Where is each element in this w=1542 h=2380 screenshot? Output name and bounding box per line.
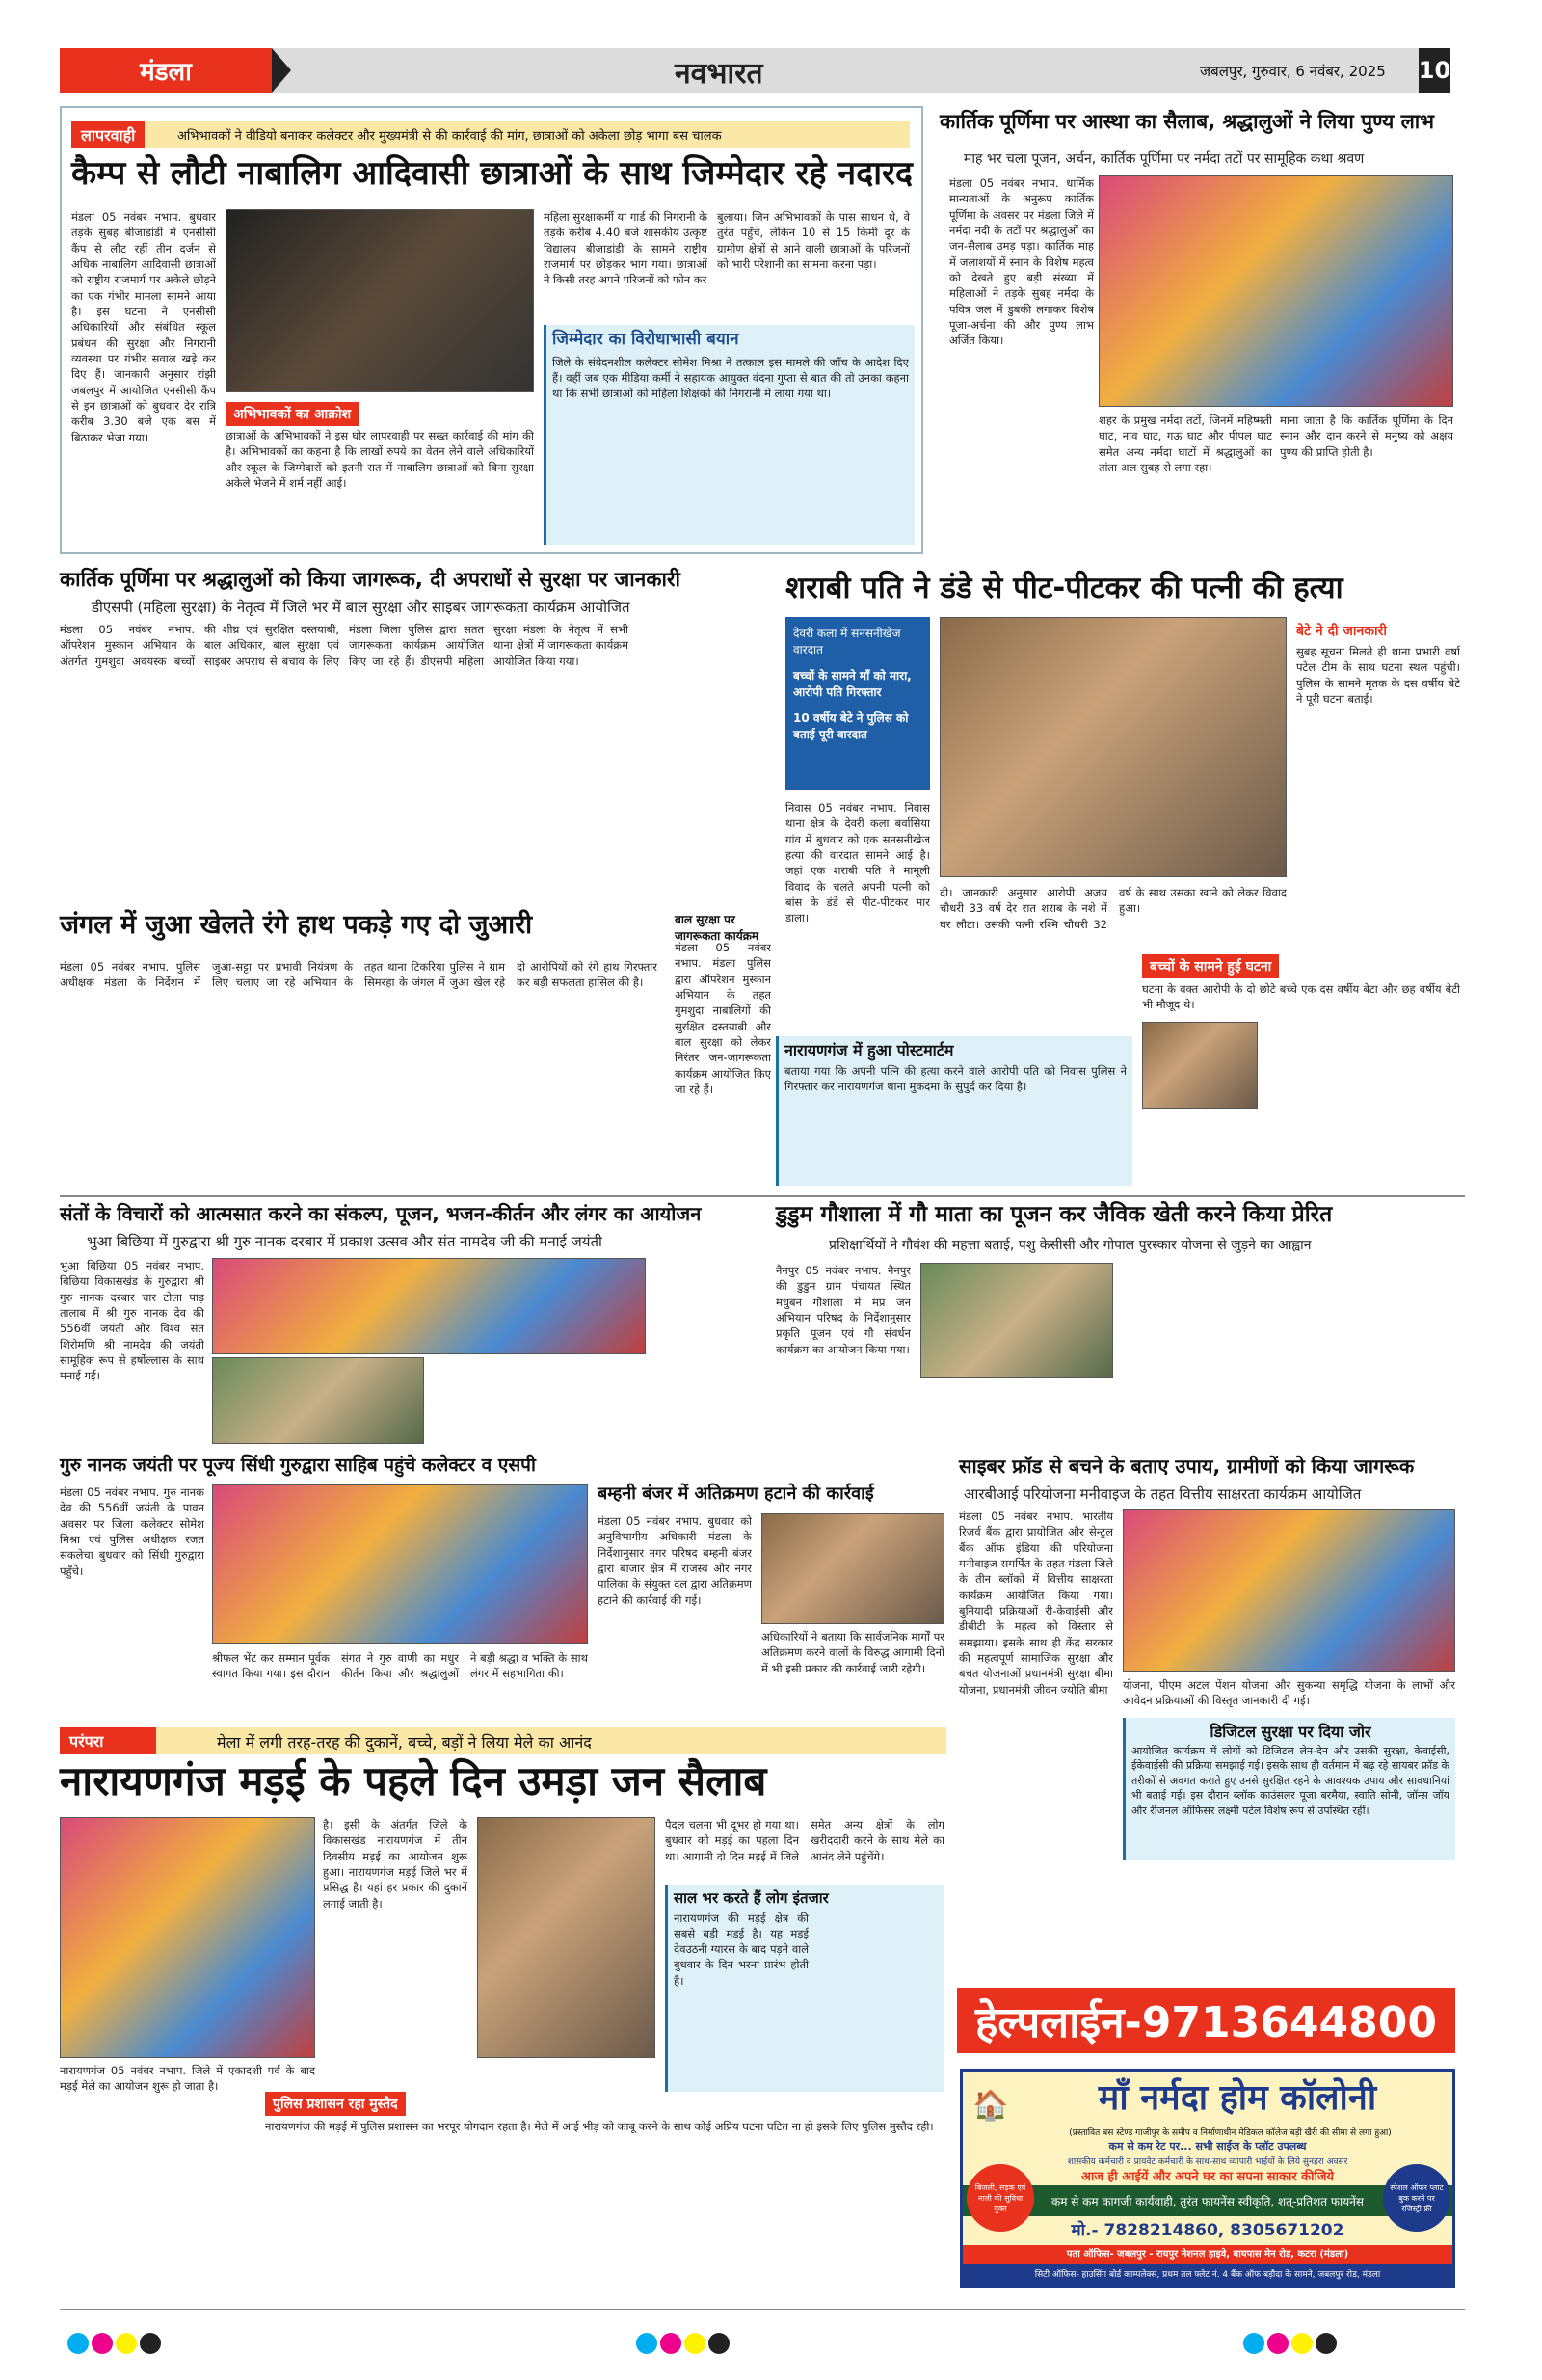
masthead: नवभारत [675,57,763,91]
registration-marks [67,2333,164,2358]
story-tag: परंपरा [60,1727,156,1754]
ad-line: (प्रस्तावित बस स्टेण्ड गाजीपुर के समीप व निर्माणाधीन मेडिकल कॉलेज बड़ी खैरी की सीमा से लगा हुआ) [1069,2128,1392,2138]
photo [212,1258,646,1354]
ad-city-office: सिटी ऑफिस- हाउसिंग बोर्ड काम्पलेक्स, प्रथम तल फ्लेट नं. 4 बैंक ऑफ बड़ौदा के सामने, जबलपुर रोड, मंडला [963,2264,1452,2286]
body-text: मंडला 05 नवंबर नभाप. गुरु नानक देव की 556वीं जयंती के पावन अवसर पर जिला कलेक्टर सोमेश मिश्रा एवं पुलिस अधीक्षक रजत सकलेचा बुधवार को सिंधी गुरुद्वारा पहुँचे। [60,1485,204,1578]
subheadline: प्रशिक्षार्थियों ने गौवंश की महत्ता बताई, पशु केसीसी और गोपाल पुरस्कार योजना से जुड़ने का आह्वान [829,1238,1312,1253]
strap-text: मेला में लगी तरह-तरह की दुकानें, बच्चे, बड़ों ने लिया मेले का आनंद [217,1733,592,1752]
photo [761,1513,944,1624]
divider [60,2309,1465,2310]
headline: कैम्प से लौटी नाबालिग आदिवासी छात्राओं के साथ जिम्मेदार रहे नदारद [71,154,913,193]
photo [477,1817,655,2058]
body-text: मंडला 05 नवंबर नभाप. बुधवार तड़के सुबह बीजाडांडी में एनसीसी कैंप से लौट रहीं तीन दर्जन से अधिक नाबालिग आदिवासी छात्राओं को राष्ट्रीय राजमार्ग पर अकेले छोड़ने का एक गंभीर मामला सामने आया है। इस घटना ने एनसीसी अधिकारियों और संबंधित स्कूल प्रबंधन की सुरक्षा और निगरानी व्यवस्था पर गंभीर सवाल खड़े कर दिए हैं। जानकारी अनुसार रांझी जबलपुर में आयोजित एनसीसी कैंप से इन छात्राओं को बुधवार देर रात्रि करीब 3.30 बजे एक बस में बिठाकर भेजा गया। [71,210,216,444]
body-text: महिला सुरक्षाकर्मी या गार्ड की निगरानी के तड़के करीब 4.40 बजे शासकीय उत्कृष्ट विद्यालय बीजाडांडी के सामने राष्ट्रीय राजमार्ग पर छोड़कर भाग गया। छात्राओं ने किसी तरह अपने परिजनों को फोन कर [544,210,707,287]
body-text: मंडला 05 नवंबर नभाप. भारतीय रिजर्व बैंक द्वारा प्रायोजित और सेन्ट्रल बैंक ऑफ इंडिया की परियोजना मनीवाइज समर्पित के तहत मंडला जिले के तीन ब्लॉकों में वित्तीय साक्षरता कार्यक्रम आयोजित किया गया। बुनियादी प्रक्रियाओं री-केवाईसी और डीबीटी के महत्व को विस्तार से समझाया। इसके साथ ही केंद्र सरकार की महत्वपूर्ण सामाजिक सुरक्षा और बचत योजनाओं प्रधानमंत्री सुरक्षा बीमा योजना, प्रधानमंत्री जीवन ज्योति बीमा [959,1510,1113,1697]
photo [226,209,534,392]
body-text: शहर के प्रमुख नर्मदा तटों, जिनमें महिष्मती घाट, नाव घाट, गऊ घाट और पीपल घाट समेत अन्य नर्मदा घाटों में श्रद्धालुओं का तांता अल सुबह से लगा रहा। [1099,414,1272,474]
body-text: माना जाता है कि कार्तिक पूर्णिमा के दिन स्नान और दान करने से मनुष्य को अक्षय पुण्य की प्राप्ति होती है। [1280,414,1453,459]
ad-phone: मो.- 7828214860, 8305671202 [1071,2221,1344,2240]
subheadline: माह भर चला पूजन, अर्चन, कार्तिक पूर्णिमा पर नर्मदा तटों पर सामूहिक कथा श्रवण [964,151,1365,167]
subheadline: भुआ बिछिया में गुरुद्वारा श्री गुरु नानक दरबार में प्रकाश उत्सव और संत नामदेव जी की मनाई जयंती [87,1233,602,1250]
box-title: नारायणगंज में हुआ पोस्टमार्टम [784,1041,954,1059]
subhead: बेटे ने दी जानकारी [1296,624,1388,639]
ad-badge: स्पेशल ऑफर प्लाट बुक करने पर रजिस्ट्री फ्री [1383,2164,1450,2232]
info-box [1123,1718,1455,1860]
body-text: सुबह सूचना मिलते ही थाना प्रभारी वर्षा पटेल टीम के साथ घटना स्थल पहुंची। पुलिस के सामने मृतक के दस वर्षीय बेटे ने पूरी घटना बताई। [1296,645,1460,706]
subhead: बच्चों के सामने हुई घटना [1142,954,1279,978]
inset-line: बच्चों के सामने माँ को मारा, आरोपी पति गिरफ्तार [793,669,912,699]
ad-line: कम से कम कागजी कार्यवाही, तुरंत फायनेंस स्वीकृति, शत्-प्रतिशत फायनेंस [963,2185,1452,2216]
strap-text: अभिभावकों ने वीडियो बनाकर कलेक्टर और मुख्यमंत्री से की कार्रवाई की मांग, छात्राओं को अकेला छोड़ भागा बस चालक [177,129,722,144]
body-text: छात्राओं के अभिभावकों ने इस घोर लापरवाही पर सख्त कार्रवाई की मांग की है। अभिभावकों का कहना है कि लाखों रुपये का वेतन लेने वाले अधिकारियों और स्कूल के जिम्मेदारों को इतनी रात में नाबालिग छात्राओं को बिना सुरक्षा अकेले भेजने में शर्म नहीं आई। [226,429,534,490]
box-title: साल भर करते हैं लोग इंतजार [674,1889,829,1907]
ad-line: शासकीय कर्मचारी व प्रायवेट कर्मचारी के साथ-साथ व्यापारी भाईयों के लिये सुनहरा अवसर [1067,2157,1348,2167]
body-text: नारायणगंज की मड़ई में पुलिस प्रशासन का भरपूर योगदान रहता है। मेले में आई भीड़ को काबू करने के साथ कोई अप्रिय घटना घटित ना हो इसके लिए पुलिस मुस्तैद रही। [265,2120,934,2133]
headline: बम्हनी बंजर में अतिक्रमण हटाने की कार्रवाई [598,1484,874,1504]
info-box [665,1885,944,2092]
photo [212,1357,424,1444]
photo [1099,175,1453,407]
subhead: अभिभावकों का आक्रोश [226,402,359,426]
box-text: जिले के संवेदनशील कलेक्टर सोमेश मिश्रा ने तत्काल इस मामले की जाँच के आदेश दिए हैं। वहीं जब एक मीडिया कर्मी ने सहायक आयुक्त वंदना गुप्ता से बात की तो उनका कहना था कि सभी छात्राओं को महिला शिक्षकों की निगरानी में लाया गया था। [552,355,909,401]
subheadline: डीएसपी (महिला सुरक्षा) के नेतृत्व में जिले भर में बाल सुरक्षा और साइबर जागरूकता कार्यक्रम आयोजित [92,599,630,616]
headline: कार्तिक पूर्णिमा पर श्रद्धालुओं को किया जागरूक, दी अपराधों से सुरक्षा पर जानकारी [60,568,680,591]
box-text: बताया गया कि अपनी पत्नि की हत्या करने वाले आरोपी पति को निवास पुलिस ने गिरफ्तार कर नारायणगंज थाना मुकदमा के सुपुर्द कर दिया है। [784,1063,1127,1093]
house-icon: 🏠 [972,2089,1009,2123]
ad-badge: बिजली, सड़क एवं नाली की सुविधा युक्त [967,2164,1034,2232]
photo [60,1817,315,2058]
photo [1123,1509,1455,1672]
ad-line: कम से कम रेट पर... सभी साईज के प्लॉट उपलब्ध [1108,2140,1307,2153]
subhead: पुलिस प्रशासन रहा मुस्तैद [265,2092,406,2116]
registration-marks [636,2333,732,2358]
body-text: मंडला 05 नवंबर नभाप. मंडला पुलिस द्वारा ऑपरेशन मुस्कान अभियान के तहत गुमशुदा नाबालिगों की सुरक्षित दस्तयाबी और बाल सुरक्षा को लेकर निरंतर जन-जागरूकता कार्यक्रम आयोजित किए जा रहे हैं। [675,941,771,1096]
registration-marks [1243,2333,1340,2358]
body-text: अधिकारियों ने बताया कि सार्वजनिक मार्गों पर अतिक्रमण करने वालों के विरुद्ध आगामी दिनों में भी इसी प्रकार की कार्रवाई जारी रहेगी। [761,1630,944,1675]
photo-caption: श्रीफल भेंट कर सम्मान पूर्वक स्वागत किया गया। इस दौरान संगत ने गुरु वाणी का मधुर कीर्तन किया और श्रद्धालुओं ने बड़ी श्रद्धा व भक्ति के साथ लंगर में सहभागिता की। [212,1651,588,1681]
section-label: मंडला [60,48,272,93]
headline: नारायणगंज मड़ई के पहले दिन उमड़ा जन सैलाब [60,1757,767,1805]
helpline-banner: हेल्पलाईन-9713644800 [957,1988,1455,2053]
body-text: भुआ बिछिया 05 नवंबर नभाप. बिछिया विकासखंड के गुरुद्वारा श्री गुरु नानक दरबार चार टोला पाड़ तालाब में श्री गुरु नानक देव की 556वीं जयंती और विश्व संत शिरोमणि श्री नामदेव की जयंती सामूहिक रूप से हर्षोल्लास के साथ मनाई गई। [60,1259,204,1383]
body-text: मंडला 05 नवंबर नभाप. पुलिस अधीक्षक मंडला के निर्देशन में जुआ-सट्टा पर प्रभावी नियंत्रण के लिए चलाए जा रहे अभियान के तहत थाना टिकरिया पुलिस ने ग्राम सिमरहा के जंगल में जुआ खेल रहे दो आरोपियों को रंगे हाथ गिरफ्तार कर बड़ी सफलता हासिल की है। [60,960,657,990]
inset-box [785,617,930,790]
ad-address: पता ऑफिस- जबलपुर - रायपुर नेशनल हाइवे, बायपास मेन रोड, कटरा (मंडला) [963,2245,1452,2264]
info-box [776,1036,1132,1186]
headline: संतों के विचारों को आत्मसात करने का संकल्प, पूजन, भजन-कीर्तन और लंगर का आयोजन [60,1202,702,1225]
box-text: आयोजित कार्यक्रम में लोगों को डिजिटल लेन-देन और उसकी सुरक्षा, केवाईसी, ईकेवाईसी की प्रक्रिया समझाई गई। इसके साथ ही वर्तमान में बढ़ रहे सायबर फ्रॉड के तरीकों से अवगत कराते हुए उनसे सुरक्षित रहने के आवश्यक उपाय और सावधानियां भी बताई गई। इस दौरान ब्लॉक काउंसलर पूजा बरमैया, स्वाति सोनी, जॉन्स जॉय और रीजनल ऑफिसर लक्ष्मी पटेल विशेष रूप से उपस्थित रहीं। [1131,1744,1449,1818]
ad-title: माँ नर्मदा होम कॉलोनी [1098,2078,1377,2118]
story-lead [60,106,923,554]
body-text: मंडला 05 नवंबर नभाप. ऑपरेशन मुस्कान अभियान के अंतर्गत गुमशुदा अवयस्क बच्चों की शीघ्र एवं सुरक्षित दस्तयाबी, बाल अधिकार, बाल सुरक्षा एवं साइबर अपराध से बचाव के लिए मंडला जिला पुलिस द्वारा सतत जागरूकता कार्यक्रम आयोजित किए जा रहे हैं। डीएसपी महिला सुरक्षा मंडला के नेतृत्व में सभी थाना क्षेत्रों में जागरूकता कार्यक्रम आयोजित किया गया। [60,623,628,668]
body-text: दी। जानकारी अनुसार आरोपी अजय चौधरी 33 वर्ष देर रात शराब के नशे में घर लौटा। उसकी पत्नी रश्मि चौधरी 32 वर्ष के साथ उसका खाने को लेकर विवाद हुआ। [940,886,1287,931]
subheadline: आरबीआई परियोजना मनीवाइज के तहत वित्तीय साक्षरता कार्यक्रम आयोजित [964,1485,1362,1503]
body-text: पैदल चलना भी दूभर हो गया था। बुधवार को मड़ई का पहला दिन था। आगामी दो दिन मड़ई में जिले समेत अन्य क्षेत्रों के लोग खरीददारी करने के साथ मेले का आनंद लेने पहुंचेंगे। [665,1818,944,1863]
page-number: 10 [1419,48,1450,93]
headline: डुडुम गौशाला में गौ माता का पूजन कर जैविक खेती करने किया प्रेरित [776,1202,1333,1227]
inset-line: देवरी कला में सनसनीखेज वारदात [793,627,901,656]
body-text: बुलाया। जिन अभिभावकों के पास साधन थे, वे तुरंत पहुँचे, लेकिन 10 से 15 किमी दूर के ग्रामीण क्षेत्रों से आने वाली छात्राओं के परिजनों को भारी परेशानी का सामना करना पड़ा। [717,210,910,271]
box-title: जिम्मेदार का विरोधाभासी बयान [552,330,739,349]
photo-caption: नारायणगंज 05 नवंबर नभाप. जिले में एकादशी पर्व के बाद मड़ई मेले का आयोजन शुरू हो जाता है। [60,2064,315,2094]
headline: शराबी पति ने डंडे से पीट-पीटकर की पत्नी की हत्या [785,571,1343,605]
headline: जंगल में जुआ खेलते रंगे हाथ पकड़े गए दो जुआरी [60,910,533,940]
divider [60,1195,1465,1197]
box-title: डिजिटल सुरक्षा पर दिया जोर [1210,1723,1371,1741]
photo [920,1263,1113,1378]
headline: साइबर फ्रॉड से बचने के बताए उपाय, ग्रामीणों को किया जागरूक [959,1455,1415,1478]
body-text: है। इसी के अंतर्गत जिले के विकासखंड नारायणगंज में तीन दिवसीय मड़ई का आयोजन शुरू हुआ। नारायणगंज मड़ई जिले भर में प्रसिद्ध है। यहां हर प्रकार की दुकानें लगाई जाती है। [323,1818,467,1911]
advertisement [960,2069,1455,2288]
headline: गुरु नानक जयंती पर पूज्य सिंधी गुरुद्वारा साहिब पहुंचे कलेक्टर व एसपी [60,1455,536,1476]
inset-line: 10 वर्षीय बेटे ने पुलिस को बताई पूरी वारदात [793,711,909,741]
headline: कार्तिक पूर्णिमा पर आस्था का सैलाब, श्रद्धालुओं ने लिया पुण्य लाभ [940,110,1435,133]
subhead: बाल सुरक्षा पर जागरूकता कार्यक्रम [675,913,759,943]
photo [1142,1022,1258,1109]
body-text: मंडला 05 नवंबर नभाप. धार्मिक मान्यताओं के अनुरूप कार्तिक पूर्णिमा के अवसर पर मंडला जिले में नर्मदा नदी के तटों पर श्रद्धालुओं का जन-सैलाब उमड़ पड़ा। कार्तिक माह में जलाशयों में स्नान के विशेष महत्व को देखते हुए बड़ी संख्या में महिलाओं ने तड़के सुबह नर्मदा के पवित्र जल में डुबकी लगाकर विशेष पूजा-अर्चना की और पुण्य लाभ अर्जित किया। [949,176,1094,348]
photo-caption: योजना, पीएम अटल पेंशन योजना और सुकन्या समृद्धि योजना के लाभों और आवेदन प्रक्रियाओं की विस्तृत जानकारी दी गई। [1123,1678,1455,1708]
info-box [544,325,915,545]
body-text: घटना के वक्त आरोपी के दो छोटे बच्चे एक दस वर्षीय बेटा और छह वर्षीय बेटी भी मौजूद थे। [1142,982,1460,1012]
story-tag: लापरवाही [71,121,145,148]
photo [212,1484,588,1644]
ad-line: आज ही आईयें और अपने घर का सपना साकार कीजिये [1080,2170,1335,2184]
body-text: मंडला 05 नवंबर नभाप. बुधवार को अनुविभागीय अधिकारी मंडला के निर्देशानुसार नगर परिषद बम्हनी बंजर द्वारा बाजार क्षेत्र में राजस्व और नगर पालिका के संयुक्त दल द्वारा अतिक्रमण हटाने की कार्रवाई की गई। [598,1514,752,1607]
photo [940,617,1287,877]
body-text: निवास 05 नवंबर नभाप. निवास थाना क्षेत्र के देवरी कला बर्वासिया गांव में बुधवार को एक सनसनीखेज हत्या की वारदात सामने आई है। जहां एक शराबी पति ने मामूली विवाद के चलते अपनी पत्नी को बांस के डंडे से पीट-पीटकर मार डाला। [785,801,930,925]
body-text: नैनपुर 05 नवंबर नभाप. नैनपुर की डुडुम ग्राम पंचायत स्थित मधुबन गौशाला में मप्र जन अभियान परिषद के निर्देशानुसार प्रकृति पूजन एवं गौ संवर्धन कार्यक्रम का आयोजन किया गया। [776,1264,911,1356]
edition-date: जबलपुर, गुरुवार, 6 नवंबर, 2025 [1200,63,1386,80]
box-text: नारायणगंज की मड़ई क्षेत्र की सबसे बड़ी मड़ई है। यह मड़ई देवउठनी ग्यारस के बाद पड़ने वाले बुधवार के दिन भरना प्रारंभ होती है। [674,1911,809,1988]
